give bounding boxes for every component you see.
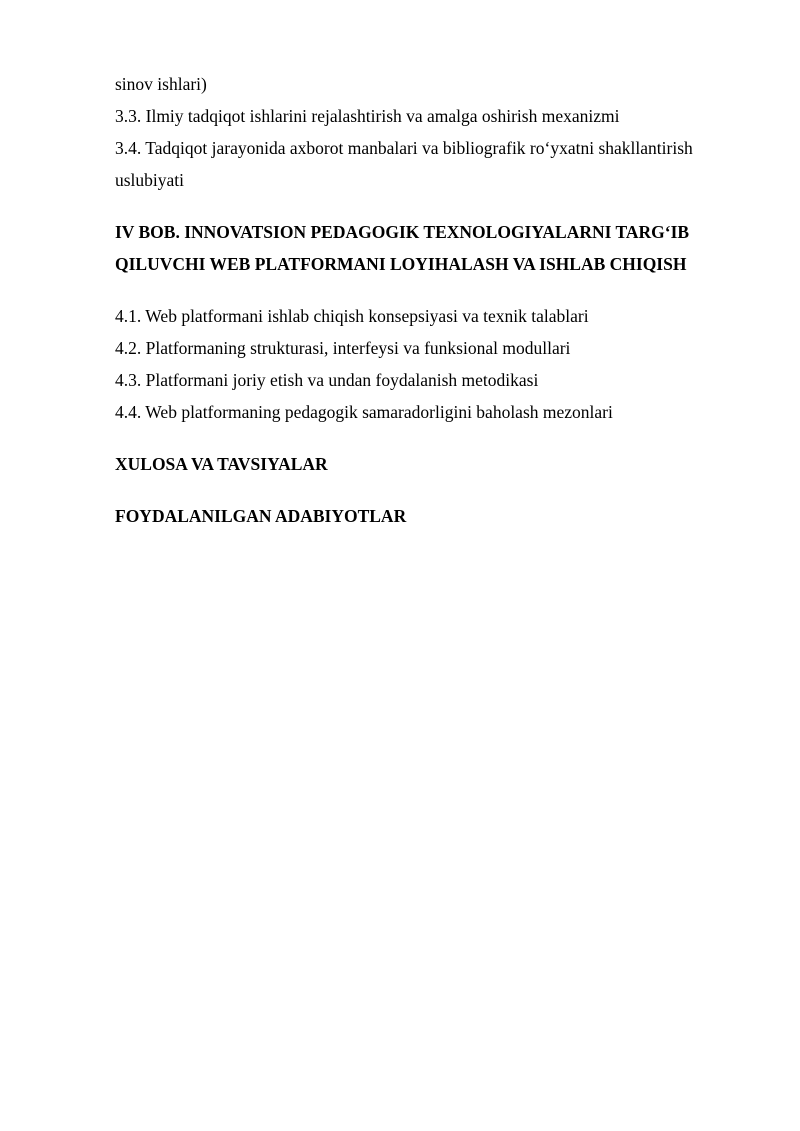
chapter-4-heading: IV BOB. INNOVATSION PEDAGOGIK TEXNOLOGIYALARNI TARG‘IB QILUVCHI WEB PLATFORMANI LOYIHALASH VA ISHLAB CHIQISH bbox=[115, 222, 690, 274]
conclusion-heading: XULOSA VA TAVSIYALAR bbox=[115, 454, 328, 474]
toc-item-4-1: 4.1. Web platformani ishlab chiqish konsepsiyasi va texnik talablari bbox=[115, 306, 589, 326]
toc-continuation-line: sinov ishlari) bbox=[115, 74, 207, 94]
toc-item-3-3: 3.3. Ilmiy tadqiqot ishlarini rejalashtirish va amalga oshirish mexanizmi bbox=[115, 106, 620, 126]
table-of-contents bbox=[115, 68, 755, 532]
toc-item-4-3: 4.3. Platformani joriy etish va undan foydalanish metodikasi bbox=[115, 370, 539, 390]
references-heading: FOYDALANILGAN ADABIYOTLAR bbox=[115, 506, 407, 526]
toc-item-3-4: 3.4. Tadqiqot jarayonida axborot manbalari va bibliografik ro‘yxatni shakllantirish uslubiyati bbox=[115, 138, 693, 190]
toc-item-4-2: 4.2. Platformaning strukturasi, interfeysi va funksional modullari bbox=[115, 338, 571, 358]
chapter-4-items bbox=[115, 300, 755, 428]
toc-item-4-4: 4.4. Web platformaning pedagogik samaradorligini baholash mezonlari bbox=[115, 402, 613, 422]
